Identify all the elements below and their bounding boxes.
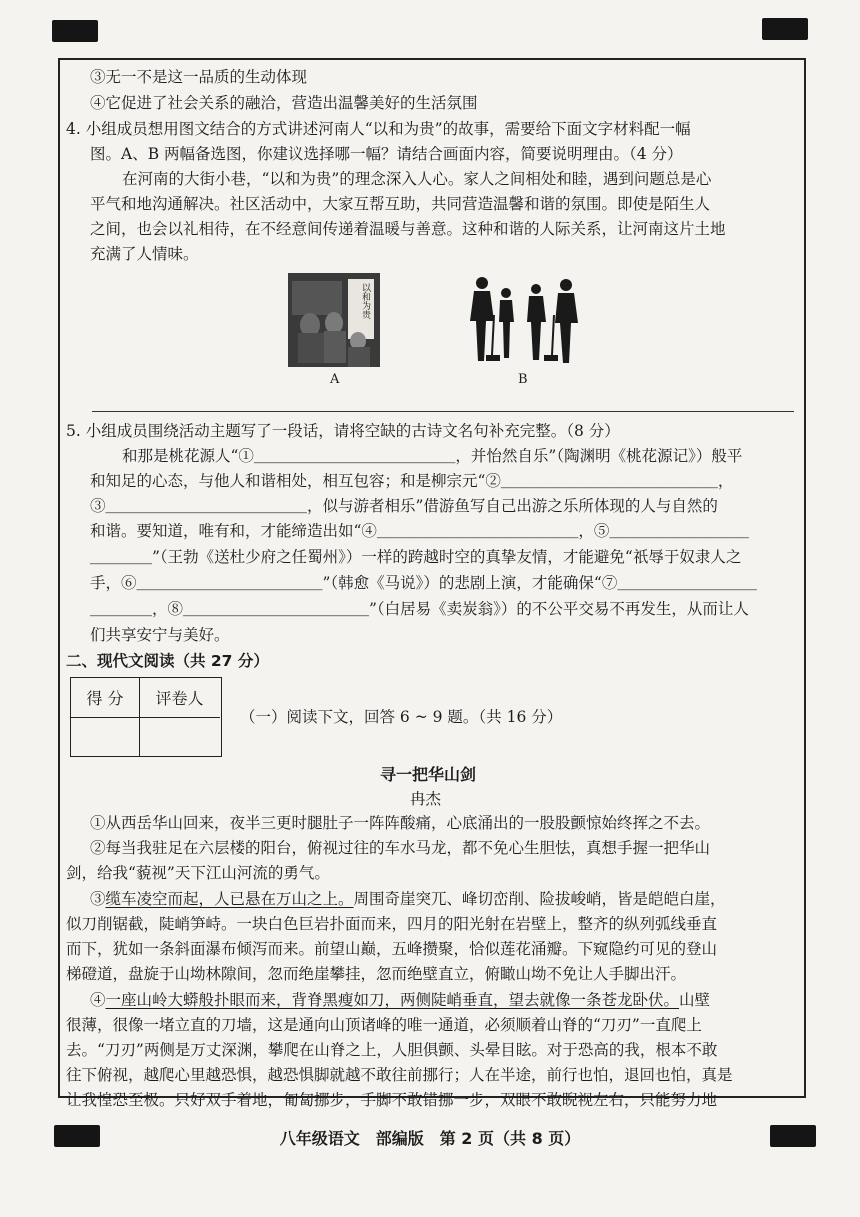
article-title: 寻一把华山剑 <box>380 765 477 784</box>
article-paragraph-4-first-line <box>90 989 710 1011</box>
reading-instruction: （一）阅读下文，回答 6 ~ 9 题。（共 16 分） <box>240 708 563 726</box>
calligraphy-scroll-text: 以和为贵 <box>360 283 370 319</box>
article-paragraph-3-line: 似刀削锯截，陡峭笋峙。一块白色巨岩扑面而来，四月的阳光射在岩壁上，整齐的纵列弧线垂直 <box>66 915 718 933</box>
q4-material-line: 在河南的大街小巷，“以和为贵”的理念深入人心。家人之间相处和睦，遇到问题总是心 <box>122 170 712 188</box>
article-paragraph-4-line: 去。“刀刃”两侧是万丈深渊，攀爬在山脊之上，人胆俱颤、头晕目眩。对于恐高的我，根本不敢 <box>66 1041 718 1059</box>
article-paragraph-4-line: 往下俯视，越爬心里越恐惧，越恐惧脚就越不敢往前挪行；人在半途，前行也怕，退回也怕，真是 <box>66 1066 733 1084</box>
table-divider <box>139 678 140 756</box>
q4-prompt-line-2: 图。A、B 两幅备选图，你建议选择哪一幅？请结合画面内容，简要说明理由。（4 分） <box>90 145 683 163</box>
neighbors-shoveling-illustration <box>456 275 596 367</box>
q4-material-line: 之间，也会以礼相待，在不经意间传递着温暖与善意。这种和谐的人际关系，让河南这片土地 <box>90 220 726 238</box>
q5-body-line: ＿＿＿＿，⑧＿＿＿＿＿＿＿＿＿＿＿＿”（白居易《卖炭翁》）的不公平交易不再发生，从而让人 <box>90 600 749 618</box>
q5-body-line: 和那是桃花源人“①＿＿＿＿＿＿＿＿＿＿＿＿＿，并怡然自乐”（陶渊明《桃花源记》）般平 <box>122 447 743 465</box>
registration-mark-top-right <box>762 18 808 40</box>
paragraph-text: 山壁 <box>679 991 711 1009</box>
article-paragraph-3-line: 梯磴道，盘旋于山坳林隙间，忽而绝崖攀挂，忽而绝壁直立，俯瞰山坳不免让人手脚出汗。 <box>66 965 687 983</box>
paragraph-number: ③ <box>90 890 106 908</box>
section-2-heading: 二、现代文阅读（共 27 分） <box>66 652 269 670</box>
article-paragraph-2-line: ②每当我驻足在六层楼的阳台，俯视过往的车水马龙，都不免心生胆怯，真想手握一把华山 <box>90 839 711 857</box>
article-paragraph-4-line: 让我惶恐至极。只好双手着地，匍匐挪步，手脚不敢错挪一步，双眼不敢睨视左右，只能努力地 <box>66 1091 718 1109</box>
option-a-label: A <box>330 372 340 387</box>
q5-prompt: 5. 小组成员围绕活动主题写了一段话，请将空缺的古诗文名句补充完整。（8 分） <box>66 422 620 440</box>
option-b-snow-shoveling-picture <box>456 275 596 367</box>
underlined-sentence-3: 缆车凌空而起，人已悬在万山之上。 <box>105 890 354 908</box>
q5-body-line: ③＿＿＿＿＿＿＿＿＿＿＿＿＿，似与游者相乐”借游鱼写自己出游之乐所体现的人与自然的 <box>90 497 718 515</box>
article-paragraph-1: ①从西岳华山回来，夜半三更时腿肚子一阵阵酸痛，心底涌出的一股股颤惊始终挥之不去。 <box>90 814 711 832</box>
q5-body-line: 们共享安宁与美好。 <box>90 626 230 644</box>
option-a-family-photo <box>288 273 380 367</box>
paragraph-text: 周围奇崖突兀、峰切峦削、险拔峻峭，皆是皑皑白崖， <box>353 890 726 908</box>
q5-body-line: 和谐。要知道，唯有和，才能缔造出如“④＿＿＿＿＿＿＿＿＿＿＿＿＿，⑤＿＿＿＿＿＿＿＿＿ <box>90 522 749 540</box>
underlined-sentence-4: 一座山岭大蟒般扑眼而来，背脊黑瘦如刀，两侧陡峭垂直，望去就像一条苍龙卧伏。 <box>105 991 680 1009</box>
article-paragraph-3-line: 而下，犹如一条斜面瀑布倾泻而来。前望山巅，五峰攒聚，恰似莲花涌瓣。下窥隐约可见的登山 <box>66 940 718 958</box>
score-header: 得 分 <box>71 678 139 718</box>
q3-option-3: ③无一不是这一品质的生动体现 <box>90 68 308 86</box>
article-author: 冉杰 <box>410 790 442 808</box>
page-footer: 八年级语文 部编版 第 2 页（共 8 页） <box>279 1129 581 1148</box>
q5-body-line: 和知足的心态，与他人和谐相处，相互包容；和是柳宗元“②＿＿＿＿＿＿＿＿＿＿＿＿＿＿， <box>90 472 734 490</box>
q4-answer-line <box>92 411 794 412</box>
q5-body-line: ＿＿＿＿”（王勃《送杜少府之任蜀州》）一样的跨越时空的真挚友情，才能避免“祇辱于奴隶人之 <box>90 548 742 566</box>
q3-option-4: ④它促进了社会关系的融洽，营造出温馨美好的生活氛围 <box>90 94 478 112</box>
article-paragraph-4-line: 很薄，很像一堵立直的刀墙，这是通向山顶诸峰的唯一通道，必须顺着山脊的“刀刃”一直爬上 <box>66 1016 702 1034</box>
option-b-label: B <box>518 372 528 387</box>
q4-material-line: 平气和地沟通解决。社区活动中，大家互帮互助，共同营造温馨和谐的氛围。即使是陌生人 <box>90 195 711 213</box>
q4-material-line: 充满了人情味。 <box>90 245 199 263</box>
registration-mark-top-left <box>52 20 98 42</box>
q4-prompt-line-1: 4. 小组成员想用图文结合的方式讲述河南人“以和为贵”的故事，需要给下面文字材料配一幅 <box>66 120 691 138</box>
paragraph-number: ④ <box>90 991 106 1009</box>
q5-body-line: 手，⑥＿＿＿＿＿＿＿＿＿＿＿＿”（韩愈《马说》）的悲剧上演，才能确保“⑦＿＿＿＿＿＿＿＿＿ <box>90 574 757 592</box>
score-table <box>70 677 222 757</box>
article-paragraph-3-first-line <box>90 888 726 910</box>
article-paragraph-2-line: 剑，给我“藐视”天下江山河流的勇气。 <box>66 864 330 882</box>
grader-header: 评卷人 <box>139 678 220 718</box>
